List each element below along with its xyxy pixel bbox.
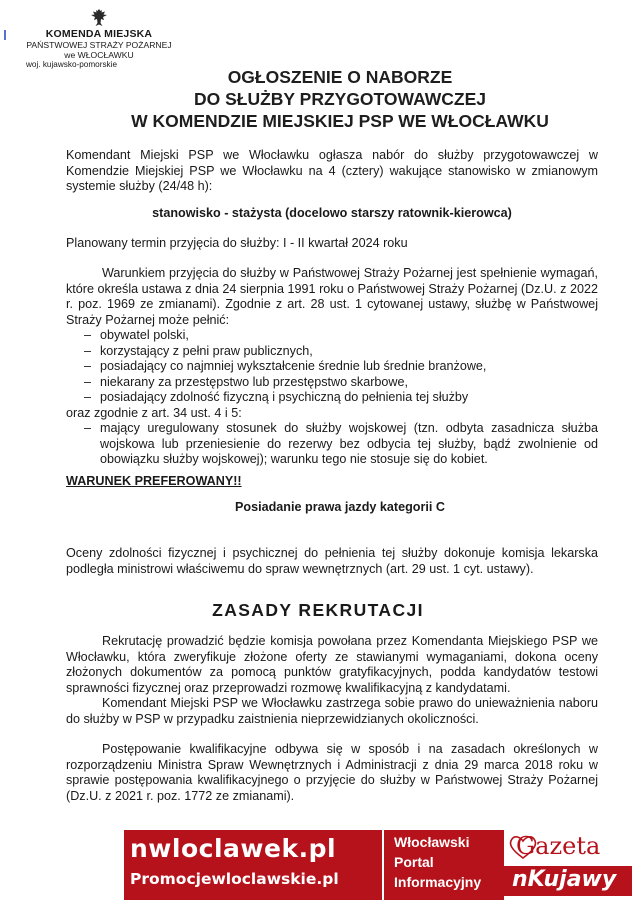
planned-date: Planowany termin przyjęcia do służby: I - II kwartał 2024 roku	[66, 236, 408, 250]
header-stamp	[10, 8, 188, 70]
site-name-nwloclawek[interactable]: nwloclawek.pl	[130, 834, 337, 863]
portal-line-1: Włocławski	[394, 834, 470, 850]
gazeta-title: Gazeta	[516, 832, 601, 860]
list-item: – mający uregulowany stosunek do służby wojskowej (tzn. odbyta zasadnicza służba wojskowa lub przeniesienie do rezerwy bez odbycia tej służby, bądź zwolnienie od obowiązku służby wojskowej); warunku tego nie stosuje się do kobiet.	[66, 421, 598, 468]
intro-paragraph: Komendant Miejski PSP we Włocławku ogłasza nabór do służby przygotowawczej w Komendzie Miejskiej PSP we Włocławku na 4 (cztery) wakujące stanowisko w zmianowym systemie służby (24/48 h):	[66, 148, 598, 194]
medical-paragraph: Oceny zdolności fizycznej i psychicznej do pełnienia tej służby dokonuje komisja lekarska podległa ministrowi właściwemu do spraw wewnętrznych (art. 29 ust. 1 cyt. ustawy).	[66, 546, 598, 576]
footer-banner	[124, 830, 636, 900]
page-title	[100, 66, 580, 132]
stamp-line-4: woj. kujawsko-pomorskie	[26, 60, 118, 69]
conditions-intro: Warunkiem przyjęcia do służby w Państwowej Straży Pożarnej jest spełnienie wymagań, które określa ustawa z dnia 24 sierpnia 1991 roku o Państwowej Straży Pożarnej (Dz.U. z 2022 r. poz. 1969 ze zmianami). Zgodnie z art. 28 ust. 1 cytowanej ustawy, służbę w Państwowej Straży Pożarnej może pełnić:	[66, 266, 598, 327]
list-item: – posiadający zdolność fizyczną i psychiczną do pełnienia tej służby	[66, 390, 606, 406]
recruitment-title: ZASADY REKRUTACJI	[212, 600, 424, 620]
title-line-2: DO SŁUŻBY PRZYGOTOWAWCZEJ	[193, 89, 486, 109]
title-line-3: W KOMENDZIE MIEJSKIEJ PSP WE WŁOCŁAWKU	[131, 111, 549, 131]
banner-gazeta[interactable]	[504, 830, 636, 900]
stamp-line-1: KOMENDA MIEJSKA	[45, 28, 153, 40]
preferred-value: Posiadanie prawa jazdy kategorii C	[235, 500, 445, 514]
recruitment-paragraph-3: Postępowanie kwalifikacyjne odbywa się w sposób i na zasadach określonych w rozporządzeniu Ministra Spraw Wewnętrznych i Administracji z dnia 29 marca 2018 roku w sprawie postępowania kwalifikacyjnego o przyjęcie do służby w Państwowej Straży Pożarnej (Dz.U. z 2021 r. poz. 1772 ze zmianami).	[66, 742, 598, 803]
title-line-1: OGŁOSZENIE O NABORZE	[227, 67, 453, 87]
list-item: – obywatel polski,	[66, 328, 606, 344]
recruitment-paragraph-1: Rekrutację prowadzić będzie komisja powołana przez Komendanta Miejskiego PSP we Włocławku, która zweryfikuje złożone oferty ze stawianymi wymaganiami, dokona oceny złożonych dokumentów za pomocą punktów gratyfikacyjnych, podda kandydatów testowi sprawności fizycznej oraz przeprowadzi rozmowę kwalifikacyjną z kandydatami.	[66, 634, 598, 695]
list-item: – posiadający co najmniej wykształcenie średnie lub średnie branżowe,	[66, 359, 606, 375]
list-item: – niekarany za przestępstwo lub przestępstwo skarbowe,	[66, 375, 606, 391]
art34-intro: oraz zgodnie z art. 34 ust. 4 i 5:	[66, 406, 242, 420]
banner-portal	[382, 830, 506, 900]
preferred-heading: WARUNEK PREFEROWANY!!	[66, 474, 242, 488]
position-name: stanowisko - stażysta (docelowo starszy ratownik-kierowca)	[152, 206, 512, 220]
gazeta-subtitle-box	[504, 866, 632, 896]
scan-artifact	[4, 30, 6, 40]
gazeta-subtitle: nKujawy	[512, 867, 617, 892]
site-name-promocje[interactable]: Promocjewloclawskie.pl	[130, 870, 339, 888]
stamp-line-2: PAŃSTWOWEJ STRAŻY POŻARNEJ	[26, 40, 172, 50]
stamp-line-3: we WŁOCŁAWKU	[64, 50, 134, 60]
art34-list	[66, 421, 598, 468]
portal-line-3: Informacyjny	[394, 874, 482, 890]
list-item: – korzystający z pełni praw publicznych,	[66, 344, 606, 360]
portal-line-2: Portal	[394, 854, 434, 870]
banner-sites[interactable]	[124, 830, 382, 900]
conditions-list	[66, 328, 606, 406]
eagle-emblem-icon	[90, 8, 108, 28]
recruitment-paragraph-2: Komendant Miejski PSP we Włocławku zastrzega sobie prawo do unieważnienia naboru do służby w PSP w przypadku zaistnienia nieprzewidzianych okoliczności.	[66, 696, 598, 726]
